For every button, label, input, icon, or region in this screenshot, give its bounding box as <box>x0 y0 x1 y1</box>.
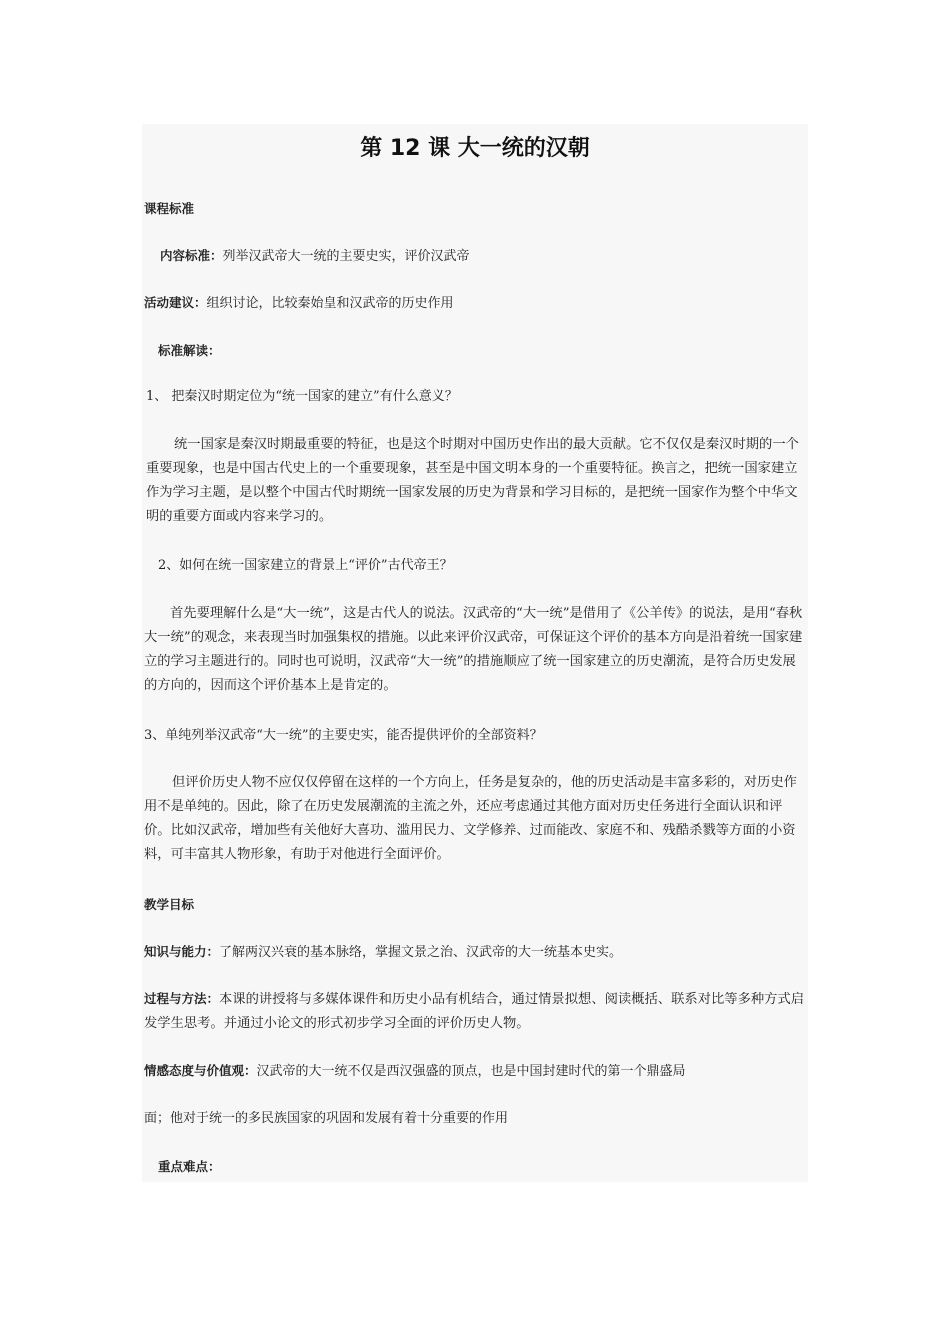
standard-interpretation-heading: 标准解读： <box>158 343 221 358</box>
answer-2: 首先要理解什么是“大一统”，这是古代人的说法。汉武帝的“大一统”是借用了《公羊传》的说法，是用“春秋大一统”的观念，来表现当时加强集权的措施。以此来评价汉武帝，可保证这个评价的基本方向是沿着统一国家建立的学习主题进行的。同时也可说明，汉武帝“大一统”的措施顺应了统一国家建立的历史潮流，是符合历史发展的方向的，因而这个评价基本上是肯定的。 <box>144 606 803 693</box>
emotion-values-line <box>144 1062 686 1081</box>
content-standard-label: 内容标准： <box>160 248 223 263</box>
page-title: 第 12 课 大一统的汉朝 <box>360 136 590 161</box>
question-3: 3、单纯列举汉武帝“大一统”的主要史实，能否提供评价的全部资料？ <box>144 728 543 743</box>
activity-suggestion-line <box>144 294 454 313</box>
answer-3: 但评价历史人物不应仅仅停留在这样的一个方向上，任务是复杂的，他的历史活动是丰富多彩的，对历史作用不是单纯的。因此，除了在历史发展潮流的主流之外，还应考虑通过其他方面对历史任务进行全面认识和评价。比如汉武帝，增加些有关他好大喜功、滥用民力、文学修养、过而能改、家庭不和、残酷杀戮等方面的小资料，可丰富其人物形象，有助于对他进行全面评价。 <box>144 775 797 862</box>
knowledge-ability-text: 了解两汉兴衰的基本脉络，掌握文景之治、汉武帝的大一统基本史实。 <box>219 945 623 960</box>
process-method-paragraph <box>144 987 808 1036</box>
answer-1: 统一国家是秦汉时期最重要的特征，也是这个时期对中国历史作出的最大贡献。它不仅仅是秦汉时期的一个重要现象，也是中国古代史上的一个重要现象，甚至是中国文明本身的一个重要特征。换言之，把统一国家建立作为学习主题，是以整个中国古代时期统一国家发展的历史为背景和学习目标的，是把统一国家作为整个中华文明的重要方面或内容来学习的。 <box>146 437 799 524</box>
key-points-heading: 重点难点： <box>158 1159 221 1174</box>
question-1: 1、 把秦汉时期定位为“统一国家的建立”有什么意义？ <box>146 389 458 404</box>
activity-suggestion-label: 活动建议： <box>144 295 207 310</box>
process-method-text: 本课的讲授将与多媒体课件和历史小品有机结合，通过情景拟想、阅读概括、联系对比等多种方式启发学生思考。并通过小论文的形式初步学习全面的评价历史人物。 <box>144 992 805 1031</box>
emotion-values-continued: 面；他对于统一的多民族国家的巩固和发展有着十分重要的作用 <box>144 1111 509 1126</box>
teaching-goals-heading: 教学目标 <box>144 897 195 912</box>
emotion-values-text: 汉武帝的大一统不仅是西汉强盛的顶点，也是中国封建时代的第一个鼎盛局 <box>256 1064 686 1079</box>
knowledge-ability-label: 知识与能力： <box>144 944 220 959</box>
emotion-values-label: 情感态度与价值观： <box>144 1063 257 1078</box>
process-method-label: 过程与方法： <box>144 991 220 1006</box>
knowledge-ability-line <box>144 943 622 962</box>
content-standard-text: 列举汉武帝大一统的主要史实，评价汉武帝 <box>222 249 470 264</box>
content-standard-line <box>160 247 470 266</box>
course-standard-heading: 课程标准 <box>144 201 195 216</box>
activity-suggestion-text: 组织讨论，比较秦始皇和汉武帝的历史作用 <box>206 296 454 311</box>
question-2: 2、如何在统一国家建立的背景上“评价”古代帝王？ <box>158 558 453 573</box>
